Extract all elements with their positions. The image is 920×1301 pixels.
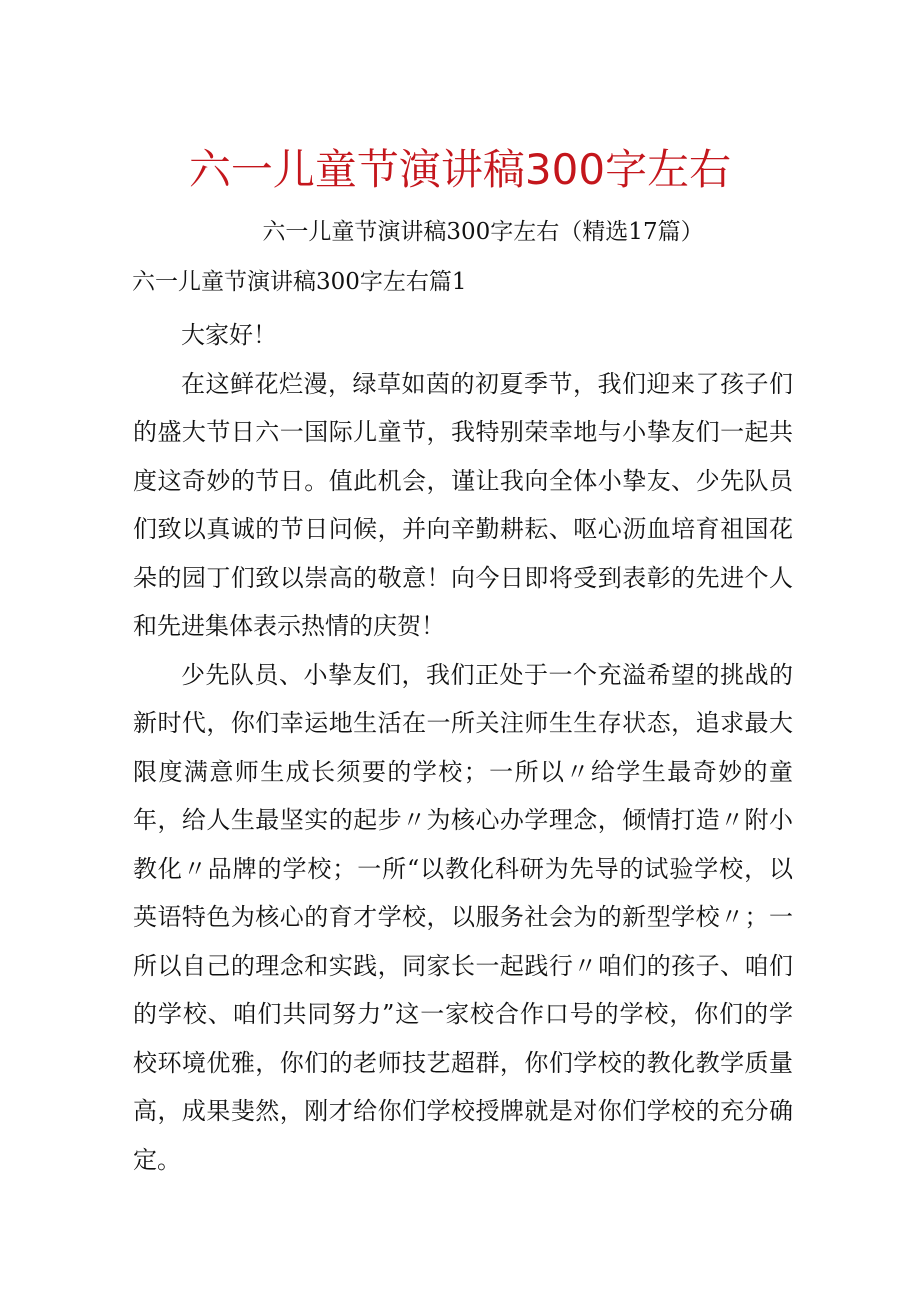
body-text xyxy=(133,311,793,1184)
section-heading: 六一儿童节演讲稿300字左右篇1 xyxy=(132,269,467,295)
document-title: 六一儿童节演讲稿300字左右 xyxy=(188,145,732,194)
document-subtitle: 六一儿童节演讲稿300字左右（精选17篇） xyxy=(262,219,704,245)
paragraph: 少先队员、小挚友们，我们正处于一个充溢希望的挑战的新时代，你们幸运地生活在一所关注师生生存状态，追求最大限度满意师生成长须要的学校；一所以〃给学生最奇妙的童年，给人生最坚实的起步〃为核心办学理念，倾情打造〃附小教化〃品牌的学校；一所“以教化科研为先导的试验学校，以英语特色为核心的育才学校，以服务社会为的新型学校〃；一所以自己的理念和实践，同家长一起践行〃咱们的孩子、咱们的学校、咱们共同努力”这一家校合作口号的学校，你们的学校环境优雅，你们的老师技艺超群，你们学校的教化教学质量高，成果斐然，刚才给你们学校授牌就是对你们学校的充分确定。 xyxy=(133,660,793,1174)
paragraph-greeting: 大家好！ xyxy=(181,321,277,349)
paragraph: 在这鲜花烂漫，绿草如茵的初夏季节，我们迎来了孩子们的盛大节日六一国际儿童节，我特别荣幸地与小挚友们一起共度这奇妙的节日。值此机会，谨让我向全体小挚友、少先队员们致以真诚的节日问候，并向辛勤耕耘、呕心沥血培育祖国花朵的园丁们致以崇高的敬意！向今日即将受到表彰的先进个人和先进集体表示热情的庆贺！ xyxy=(133,369,793,640)
